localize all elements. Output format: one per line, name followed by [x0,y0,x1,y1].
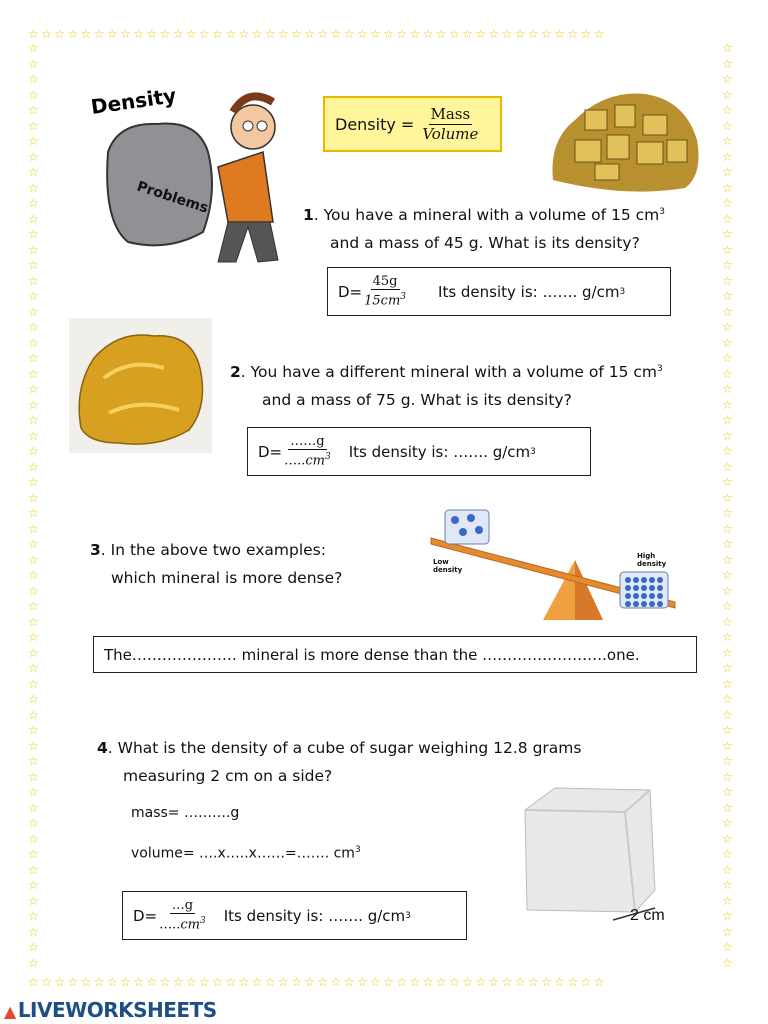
star-border-right [722,42,736,974]
border-star-icon: ☆ [722,304,733,319]
border-star-icon: ☆ [28,816,39,830]
question-4-line2: measuring 2 cm on a side? [123,767,333,785]
question-2-number: 2 [230,363,241,382]
question-2-line1: . You have a different mineral with a volume of 15 cm [240,363,658,382]
border-star-icon: ☆ [722,645,733,660]
border-star-icon: ☆ [28,599,39,613]
border-star-icon: ☆ [28,847,39,861]
q4-box-answer: Its density is: ……. g/cm [223,906,406,925]
border-star-icon: ☆ [722,320,733,334]
border-star-icon: ☆ [722,490,733,505]
border-star-icon: ☆ [28,506,39,520]
q4-box-denominator-sup: 3 [200,916,206,927]
border-star-icon: ☆ [722,769,733,784]
star-border-top: ☆ ☆ ☆ ☆ ☆ ☆ ☆ ☆ ☆ ☆ ☆ ☆ ☆ ☆ ☆ ☆ ☆ ☆ ☆ ☆ ☆ ☆ ☆ ☆ ☆ ☆ ☆ ☆ ☆ ☆ ☆ ☆ ☆ ☆ ☆ ☆ ☆ ☆ ☆ ☆ ☆ ☆ ☆ ☆ [28,28,607,40]
question-1-line1: . You have a mineral with a volume of 15 cm [313,206,660,225]
border-star-icon: ☆ [28,242,39,257]
density-cartoon-image [88,72,288,272]
cartoon-title: Density [89,83,178,119]
pyrite-image [545,80,705,195]
border-star-icon: ☆ [722,366,733,381]
border-star-icon: ☆ [722,459,733,474]
question-1 [303,198,703,257]
q2-box-prefix: D= [258,442,283,461]
border-star-icon: ☆ [722,444,733,458]
border-star-icon: ☆ [722,180,733,195]
border-star-icon: ☆ [28,149,39,164]
border-star-icon: ☆ [722,723,733,737]
border-star-icon: ☆ [722,227,733,241]
border-star-icon: ☆ [28,56,39,71]
border-star-icon: ☆ [28,227,39,241]
border-star-icon: ☆ [722,134,733,148]
q2-box-denominator-sup: 3 [325,452,331,463]
formula-fraction [420,105,480,144]
border-star-icon: ☆ [722,242,733,257]
question-3-line2: which mineral is more dense? [111,569,343,587]
question-3 [90,536,410,592]
border-star-icon: ☆ [28,924,39,939]
border-star-icon: ☆ [722,506,733,520]
border-star-icon: ☆ [722,289,733,303]
border-star-icon: ☆ [28,862,39,877]
border-star-icon: ☆ [722,335,733,350]
border-star-icon: ☆ [28,800,39,815]
cube-size-label: 2 cm [630,907,665,924]
border-star-icon: ☆ [722,211,733,226]
border-star-icon: ☆ [28,118,39,133]
border-star-icon: ☆ [722,351,733,365]
border-star-icon: ☆ [28,785,39,799]
question-4-answer-box[interactable] [122,891,467,940]
q4-volume-sup: 3 [354,845,361,855]
q4-box-prefix: D= [133,906,158,925]
border-star-icon: ☆ [722,831,733,846]
border-star-icon: ☆ [28,754,39,768]
border-star-icon: ☆ [722,630,733,644]
border-star-icon: ☆ [28,459,39,474]
border-star-icon: ☆ [28,738,39,753]
border-star-icon: ☆ [722,475,733,489]
border-star-icon: ☆ [28,103,39,117]
border-star-icon: ☆ [722,599,733,613]
q2-box-answer-sup: 3 [530,446,536,457]
question-2 [230,355,710,414]
formula-denominator: Volume [422,124,479,143]
border-star-icon: ☆ [28,831,39,846]
border-star-icon: ☆ [28,475,39,489]
seesaw-image [425,500,685,630]
question-1-line1-sup: 3 [659,207,666,217]
border-star-icon: ☆ [722,893,733,908]
border-star-icon: ☆ [28,707,39,722]
border-star-icon: ☆ [722,800,733,815]
border-star-icon: ☆ [28,413,39,427]
border-star-icon: ☆ [722,847,733,861]
border-star-icon: ☆ [722,537,733,551]
border-star-icon: ☆ [28,614,39,629]
formula-lhs: Density = [335,114,415,134]
border-star-icon: ☆ [28,42,39,55]
border-star-icon: ☆ [28,211,39,226]
question-4-line1: . What is the density of a cube of sugar weighing 12.8 grams [107,739,582,757]
footer-brand: LIVEWORKSHEETS [17,998,217,1022]
border-star-icon: ☆ [28,382,39,396]
border-star-icon: ☆ [722,87,733,102]
border-star-icon: ☆ [722,692,733,706]
border-star-icon: ☆ [28,552,39,567]
border-star-icon: ☆ [28,568,39,582]
border-star-icon: ☆ [28,196,39,210]
border-star-icon: ☆ [722,924,733,939]
border-star-icon: ☆ [722,428,733,443]
question-1-number: 1 [303,206,314,225]
question-1-line2: and a mass of 45 g. What is its density? [330,234,640,253]
border-star-icon: ☆ [28,645,39,660]
q1-box-denominator: 15cm [364,293,401,309]
border-star-icon: ☆ [28,258,39,272]
high-density-label: High density [637,552,667,568]
border-star-icon: ☆ [28,490,39,505]
border-star-icon: ☆ [28,630,39,644]
border-star-icon: ☆ [28,289,39,303]
border-star-icon: ☆ [722,583,733,598]
border-star-icon: ☆ [28,134,39,148]
q1-box-answer-sup: 3 [619,286,626,297]
question-1-answer-box[interactable] [327,267,671,316]
q4-volume-text: volume= ….x…..x……=……. cm [131,845,355,862]
border-star-icon: ☆ [28,537,39,551]
q4-box-answer-sup: 3 [405,910,411,921]
border-star-icon: ☆ [722,878,733,892]
liveworksheets-icon: ▲ [4,1002,16,1021]
border-star-icon: ☆ [722,614,733,629]
border-star-icon: ☆ [722,661,733,675]
q2-box-numerator: ……g [290,434,325,450]
border-star-icon: ☆ [722,909,733,923]
border-star-icon: ☆ [722,273,733,288]
border-star-icon: ☆ [28,165,39,179]
border-star-icon: ☆ [722,382,733,396]
border-star-icon: ☆ [722,707,733,722]
border-star-icon: ☆ [722,676,733,691]
border-star-icon: ☆ [28,273,39,288]
q4-mass-line[interactable]: mass= ……….g [131,805,240,821]
border-star-icon: ☆ [28,397,39,412]
border-star-icon: ☆ [722,165,733,179]
border-star-icon: ☆ [722,56,733,71]
border-star-icon: ☆ [28,878,39,892]
question-2-line1-sup: 3 [657,364,663,374]
border-star-icon: ☆ [28,335,39,350]
border-star-icon: ☆ [28,72,39,86]
q2-box-denominator: …..cm [284,453,325,469]
border-star-icon: ☆ [28,676,39,691]
question-3-answer-box[interactable] [93,636,697,673]
border-star-icon: ☆ [28,955,39,970]
formula-numerator: Mass [430,104,471,123]
q1-box-denominator-sup: 3 [400,292,407,303]
border-star-icon: ☆ [28,583,39,598]
border-star-icon: ☆ [28,521,39,536]
question-3-line1: . In the above two examples: [100,541,326,559]
border-star-icon: ☆ [722,42,733,55]
q1-box-prefix: D= [338,282,363,301]
q1-box-answer: Its density is: ……. g/cm [438,282,620,301]
q2-box-answer: Its density is: ……. g/cm [348,442,531,461]
question-2-line2: and a mass of 75 g. What is its density? [262,391,572,410]
border-star-icon: ☆ [28,692,39,706]
border-star-icon: ☆ [28,87,39,102]
border-star-icon: ☆ [722,568,733,582]
border-star-icon: ☆ [28,428,39,443]
low-density-cube [445,510,489,544]
border-star-icon: ☆ [722,816,733,830]
q2-box-fraction [282,434,333,468]
border-star-icon: ☆ [28,366,39,381]
border-star-icon: ☆ [722,413,733,427]
border-star-icon: ☆ [722,258,733,272]
high-density-cube [620,572,668,608]
rock-label: Problems [134,178,211,217]
q1-box-numerator: 45g [372,274,398,290]
gold-nugget-image [69,318,212,453]
border-star-icon: ☆ [722,785,733,799]
border-star-icon: ☆ [722,397,733,412]
border-star-icon: ☆ [722,862,733,877]
q4-box-numerator: …g [171,898,194,914]
q4-box-denominator: …..cm [159,917,200,933]
q3-box-text: The………………… mineral is more dense than the …………………….one. [104,645,640,664]
border-star-icon: ☆ [722,72,733,86]
border-star-icon: ☆ [722,103,733,117]
border-star-icon: ☆ [722,738,733,753]
density-formula [323,96,502,152]
border-star-icon: ☆ [28,769,39,784]
border-star-icon: ☆ [722,955,733,970]
border-star-icon: ☆ [28,893,39,908]
border-star-icon: ☆ [28,180,39,195]
border-star-icon: ☆ [722,521,733,536]
border-star-icon: ☆ [28,909,39,923]
border-star-icon: ☆ [28,444,39,458]
border-star-icon: ☆ [28,320,39,334]
q1-box-fraction [362,274,408,308]
question-3-number: 3 [90,541,101,559]
border-star-icon: ☆ [28,661,39,675]
border-star-icon: ☆ [28,940,39,954]
low-density-label: Low density [433,558,463,574]
border-star-icon: ☆ [722,754,733,768]
q4-volume-line[interactable] [131,845,361,862]
q4-box-fraction [157,898,208,932]
question-4-number: 4 [97,739,108,757]
border-star-icon: ☆ [722,118,733,133]
border-star-icon: ☆ [722,940,733,954]
border-star-icon: ☆ [722,552,733,567]
question-2-answer-box[interactable] [247,427,591,476]
border-star-icon: ☆ [722,196,733,210]
border-star-icon: ☆ [722,149,733,164]
liveworksheets-logo[interactable] [4,998,217,1022]
border-star-icon: ☆ [28,351,39,365]
star-border-bottom: ☆ ☆ ☆ ☆ ☆ ☆ ☆ ☆ ☆ ☆ ☆ ☆ ☆ ☆ ☆ ☆ ☆ ☆ ☆ ☆ ☆ ☆ ☆ ☆ ☆ ☆ ☆ ☆ ☆ ☆ ☆ ☆ ☆ ☆ ☆ ☆ ☆ ☆ ☆ ☆ ☆ ☆ ☆ ☆ [28,976,607,988]
border-star-icon: ☆ [28,304,39,319]
star-border-left [28,42,42,974]
border-star-icon: ☆ [28,723,39,737]
